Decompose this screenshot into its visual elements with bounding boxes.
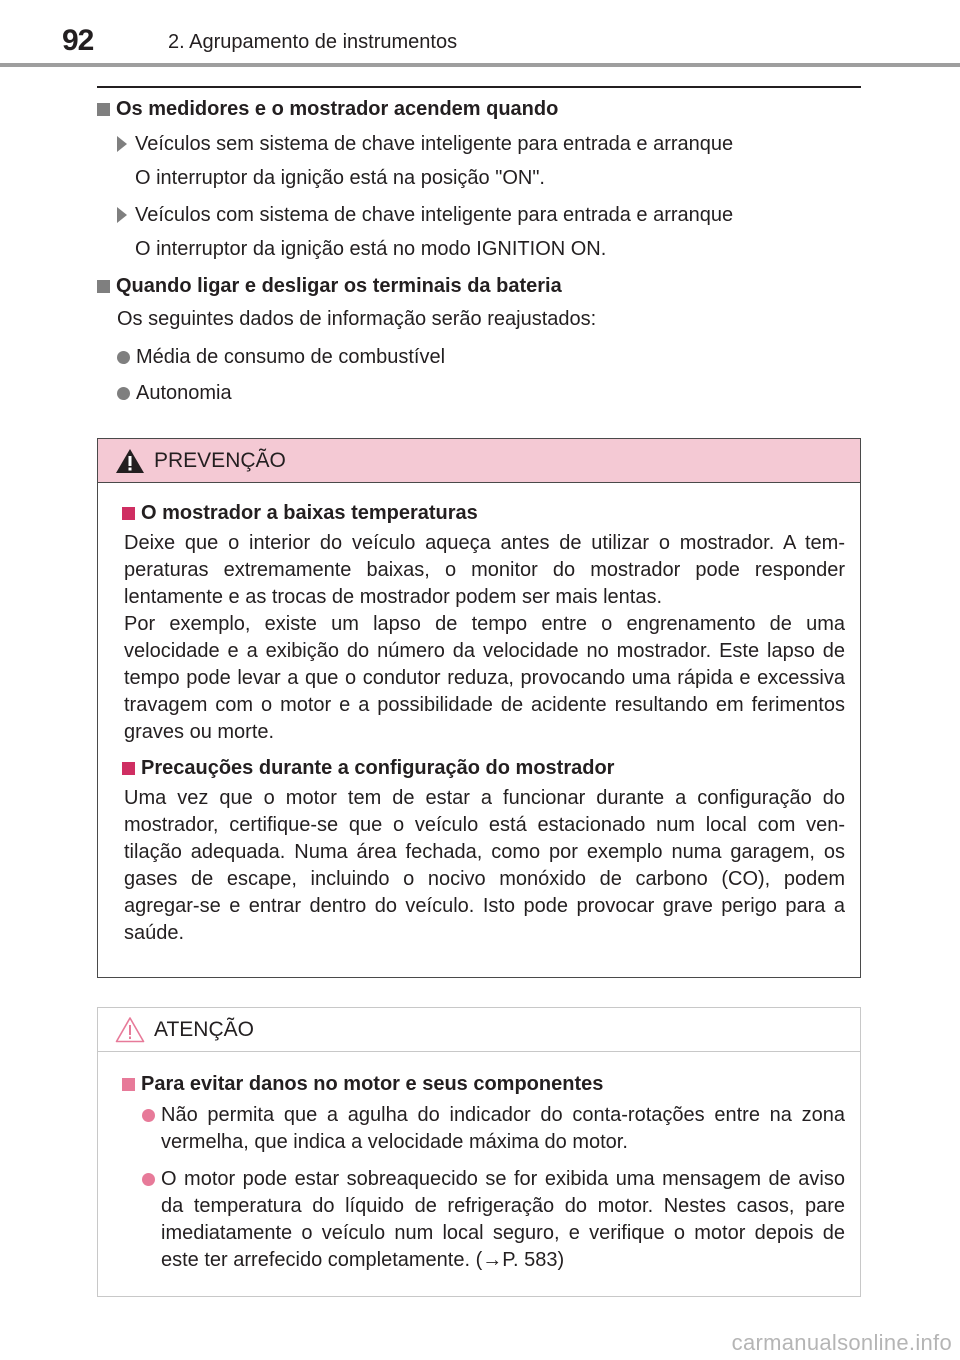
bullet-text: O interruptor da ignição está no modo IGNITION ON. <box>135 238 607 260</box>
atencao-header <box>98 1008 860 1052</box>
section-heading-text: Os medidores e o mostrador acendem quando <box>116 97 559 120</box>
atencao-title: ATENÇÃO <box>154 1017 254 1041</box>
section-rule <box>97 86 861 88</box>
warning-triangle-filled-icon <box>115 448 145 474</box>
square-bullet-icon <box>97 103 110 116</box>
prevencao-paragraph: Uma vez que o motor tem de estar a funcionar durante a configuração do mostrador, certifique-se que o veículo está estacionado num local com ven-tilação adequada. Numa área fechada, como por exemplo numa garagem, os gases de escape, incluindo o nocivo monóxido de carbono (CO), podem agregar-se e entrar dentro do veículo. Isto pode provocar grave perigo para a saúde. <box>124 787 845 944</box>
atencao-bullet-text <box>161 1166 845 1274</box>
page-reference-arrow: → <box>482 1249 503 1271</box>
body-text: Os seguintes dados de informação serão reajustados: <box>117 308 597 330</box>
dot-bullet-icon <box>117 351 130 364</box>
triangle-bullet-item <box>97 202 861 228</box>
atencao-bullet-text: Não permita que a agulha do indicador do conta-rotações entre na zona vermelha, que indica a velocidade máxima do motor. <box>161 1104 845 1153</box>
dot-bullet-icon <box>117 387 130 400</box>
square-bullet-icon <box>122 1078 135 1091</box>
warning-triangle-outline-icon <box>115 1016 145 1043</box>
prevencao-header <box>98 439 860 483</box>
triangle-bullet-icon <box>117 207 127 223</box>
bullet-label: Veículos com sistema de chave inteligente para entrada e arranque <box>135 203 734 226</box>
prevencao-box <box>97 438 861 978</box>
dot-bullet-item <box>97 380 861 406</box>
page-number: 92 <box>62 24 94 57</box>
bullet-text: O interruptor da ignição está na posição "ON". <box>135 167 545 189</box>
atencao-heading-text: Para evitar danos no motor e seus componentes <box>141 1072 604 1095</box>
section-heading-meters <box>97 96 861 122</box>
page-reference[interactable]: P. 583) <box>502 1249 565 1271</box>
section-heading-battery <box>97 273 861 299</box>
bullet-label: Veículos sem sistema de chave inteligente para entrada e arranque <box>135 132 734 155</box>
section-heading-text: Quando ligar e desligar os terminais da bateria <box>116 274 562 297</box>
triangle-bullet-icon <box>117 136 127 152</box>
dot-bullet-icon <box>142 1173 155 1186</box>
dot-bullet-icon <box>142 1109 155 1122</box>
prevencao-title: PREVENÇÃO <box>154 448 286 472</box>
dot-bullet-item <box>97 344 861 370</box>
atencao-heading <box>122 1072 845 1096</box>
prevencao-heading-text: Precauções durante a configuração do mostrador <box>141 756 615 779</box>
atencao-bullet-body: O motor pode estar sobreaquecido se for exibida uma mensagem de aviso da temperatura do líquido de refrigeração do motor. Nestes casos, pare imediatamente o veículo num local seguro, e verifique o motor depois de este ter arrefecido completamente. ( <box>161 1168 845 1271</box>
header-rule <box>0 63 960 67</box>
prevencao-heading <box>122 756 845 780</box>
square-bullet-icon <box>122 762 135 775</box>
prevencao-paragraph: Deixe que o interior do veículo aqueça antes de utilizar o mostrador. A tem-peraturas extremamente baixas, o monitor do mostrador pode responder lentamente e as trocas de mostrador podem ser mais lentas. <box>124 532 845 608</box>
atencao-body <box>98 1052 860 1274</box>
chapter-title: 2. Agrupamento de instrumentos <box>168 31 458 53</box>
square-bullet-icon <box>97 280 110 293</box>
prevencao-paragraph: Por exemplo, existe um lapso de tempo entre o engrenamento de uma velocidade e a exibição do número da velocidade no mostrador. Este lapso de tempo pode levar a que o condutor reduza, provocando uma rápida e excessiva travagem com o motor e a possibilidade de acidente resultando em ferimentos graves ou morte. <box>124 613 845 743</box>
main-content <box>97 96 861 406</box>
bullet-text: Média de consumo de combustível <box>136 345 446 368</box>
prevencao-body <box>98 483 860 947</box>
square-bullet-icon <box>122 507 135 520</box>
prevencao-heading <box>122 501 845 525</box>
atencao-bullet <box>122 1166 845 1274</box>
atencao-box <box>97 1007 861 1297</box>
atencao-bullet <box>122 1102 845 1156</box>
watermark: carmanualsonline.info <box>731 1330 952 1355</box>
bullet-text: Autonomia <box>136 381 232 404</box>
prevencao-heading-text: O mostrador a baixas temperaturas <box>141 501 478 524</box>
triangle-bullet-item <box>97 131 861 157</box>
